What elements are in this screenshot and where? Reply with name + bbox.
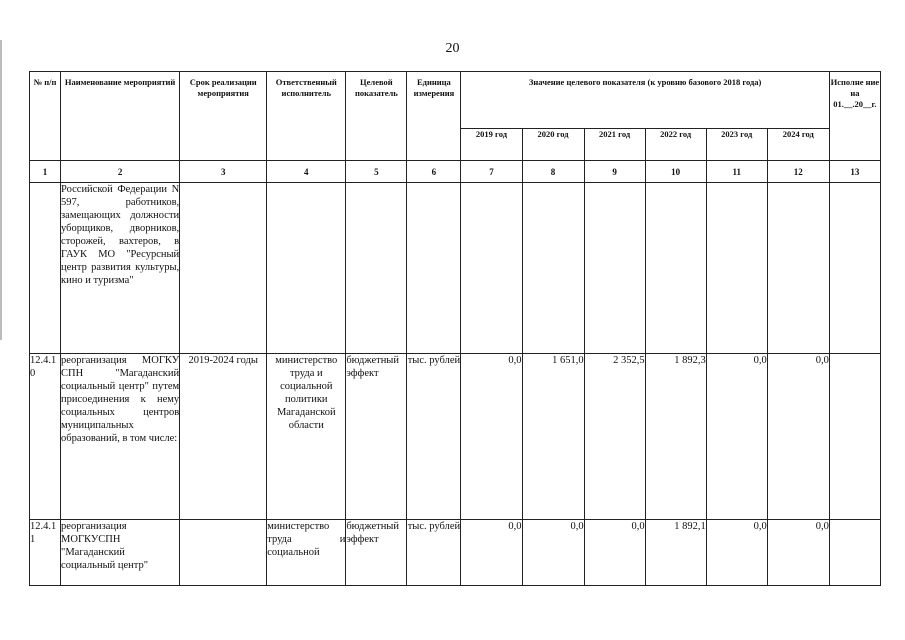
value-2019 xyxy=(461,183,522,354)
column-number: 12 xyxy=(767,161,829,183)
column-number: 1 xyxy=(30,161,61,183)
execution-status xyxy=(829,183,880,354)
implementation-period: 2019-2024 годы xyxy=(180,354,267,520)
value-2024: 0,0 xyxy=(767,520,829,586)
column-number: 4 xyxy=(267,161,346,183)
program-measures-table xyxy=(29,71,881,586)
value-2021: 2 352,5 xyxy=(584,354,645,520)
implementation-period xyxy=(180,183,267,354)
execution-status xyxy=(829,520,880,586)
responsible-executor: министерство труда и социальной политики Магаданской области xyxy=(267,354,346,520)
column-number: 13 xyxy=(829,161,880,183)
header-year: 2021 год xyxy=(584,129,645,161)
value-2022: 1 892,1 xyxy=(645,520,706,586)
column-number: 6 xyxy=(407,161,461,183)
header-year: 2022 год xyxy=(645,129,706,161)
implementation-period xyxy=(180,520,267,586)
measure-name: реорганизация МОГКУ СПН "Магаданский социальный центр" путем присоединения к нему социальных центров муниципальных образований, в том числе: xyxy=(61,354,180,520)
column-number: 8 xyxy=(522,161,584,183)
value-2020: 1 651,0 xyxy=(522,354,584,520)
header-year: 2020 год xyxy=(522,129,584,161)
value-2020: 0,0 xyxy=(522,520,584,586)
measure-name: Российской Федерации N 597, работников, замещающих должности уборщиков, дворников, сторожей, вахтеров, в ГАУК МО "Ресурсный центр развития культуры, кино и туризма" xyxy=(61,183,180,354)
header-execution: Исполне ние на 01.__.20__г. xyxy=(829,72,880,161)
unit-of-measure: тыс. рублей xyxy=(407,520,461,586)
table-row xyxy=(30,183,881,354)
header-num: № п/п xyxy=(30,72,61,161)
measure-name: реорганизация МОГКУСПН "Магаданский социальный центр" xyxy=(61,520,180,586)
table-row xyxy=(30,520,881,586)
value-2022 xyxy=(645,183,706,354)
column-number: 7 xyxy=(461,161,522,183)
row-number: 12.4.11 xyxy=(30,520,61,586)
header-period: Срок реализации мероприятия xyxy=(180,72,267,161)
value-2023: 0,0 xyxy=(706,354,767,520)
column-number: 2 xyxy=(61,161,180,183)
table-row xyxy=(30,354,881,520)
target-indicator: бюджетный эффект xyxy=(346,354,407,520)
value-2023: 0,0 xyxy=(706,520,767,586)
row-number: 12.4.10 xyxy=(30,354,61,520)
responsible-executor xyxy=(267,183,346,354)
header-unit: Единица измерения xyxy=(407,72,461,161)
scan-edge-mark xyxy=(0,40,2,340)
column-number: 5 xyxy=(346,161,407,183)
column-number: 9 xyxy=(584,161,645,183)
column-number: 11 xyxy=(706,161,767,183)
column-number-row xyxy=(30,161,881,183)
page-number: 20 xyxy=(445,41,460,56)
header-name: Наименование мероприятий xyxy=(61,72,180,161)
header-target: Целевой показатель xyxy=(346,72,407,161)
header-year: 2019 год xyxy=(461,129,522,161)
value-2019: 0,0 xyxy=(461,520,522,586)
header-year: 2023 год xyxy=(706,129,767,161)
value-2020 xyxy=(522,183,584,354)
unit-of-measure xyxy=(407,183,461,354)
value-2021: 0,0 xyxy=(584,520,645,586)
header-year: 2024 год xyxy=(767,129,829,161)
value-2019: 0,0 xyxy=(461,354,522,520)
target-indicator: бюджетный эффект xyxy=(346,520,407,586)
responsible-executor: министерство труда и социальной xyxy=(267,520,346,586)
value-2024: 0,0 xyxy=(767,354,829,520)
execution-status xyxy=(829,354,880,520)
target-indicator xyxy=(346,183,407,354)
column-number: 10 xyxy=(645,161,706,183)
column-number: 3 xyxy=(180,161,267,183)
value-2021 xyxy=(584,183,645,354)
header-responsible: Ответственный исполнитель xyxy=(267,72,346,161)
row-number xyxy=(30,183,61,354)
value-2023 xyxy=(706,183,767,354)
value-2022: 1 892,3 xyxy=(645,354,706,520)
value-2024 xyxy=(767,183,829,354)
unit-of-measure: тыс. рублей xyxy=(407,354,461,520)
header-value-group: Значение целевого показателя (к уровню базового 2018 года) xyxy=(461,72,829,129)
